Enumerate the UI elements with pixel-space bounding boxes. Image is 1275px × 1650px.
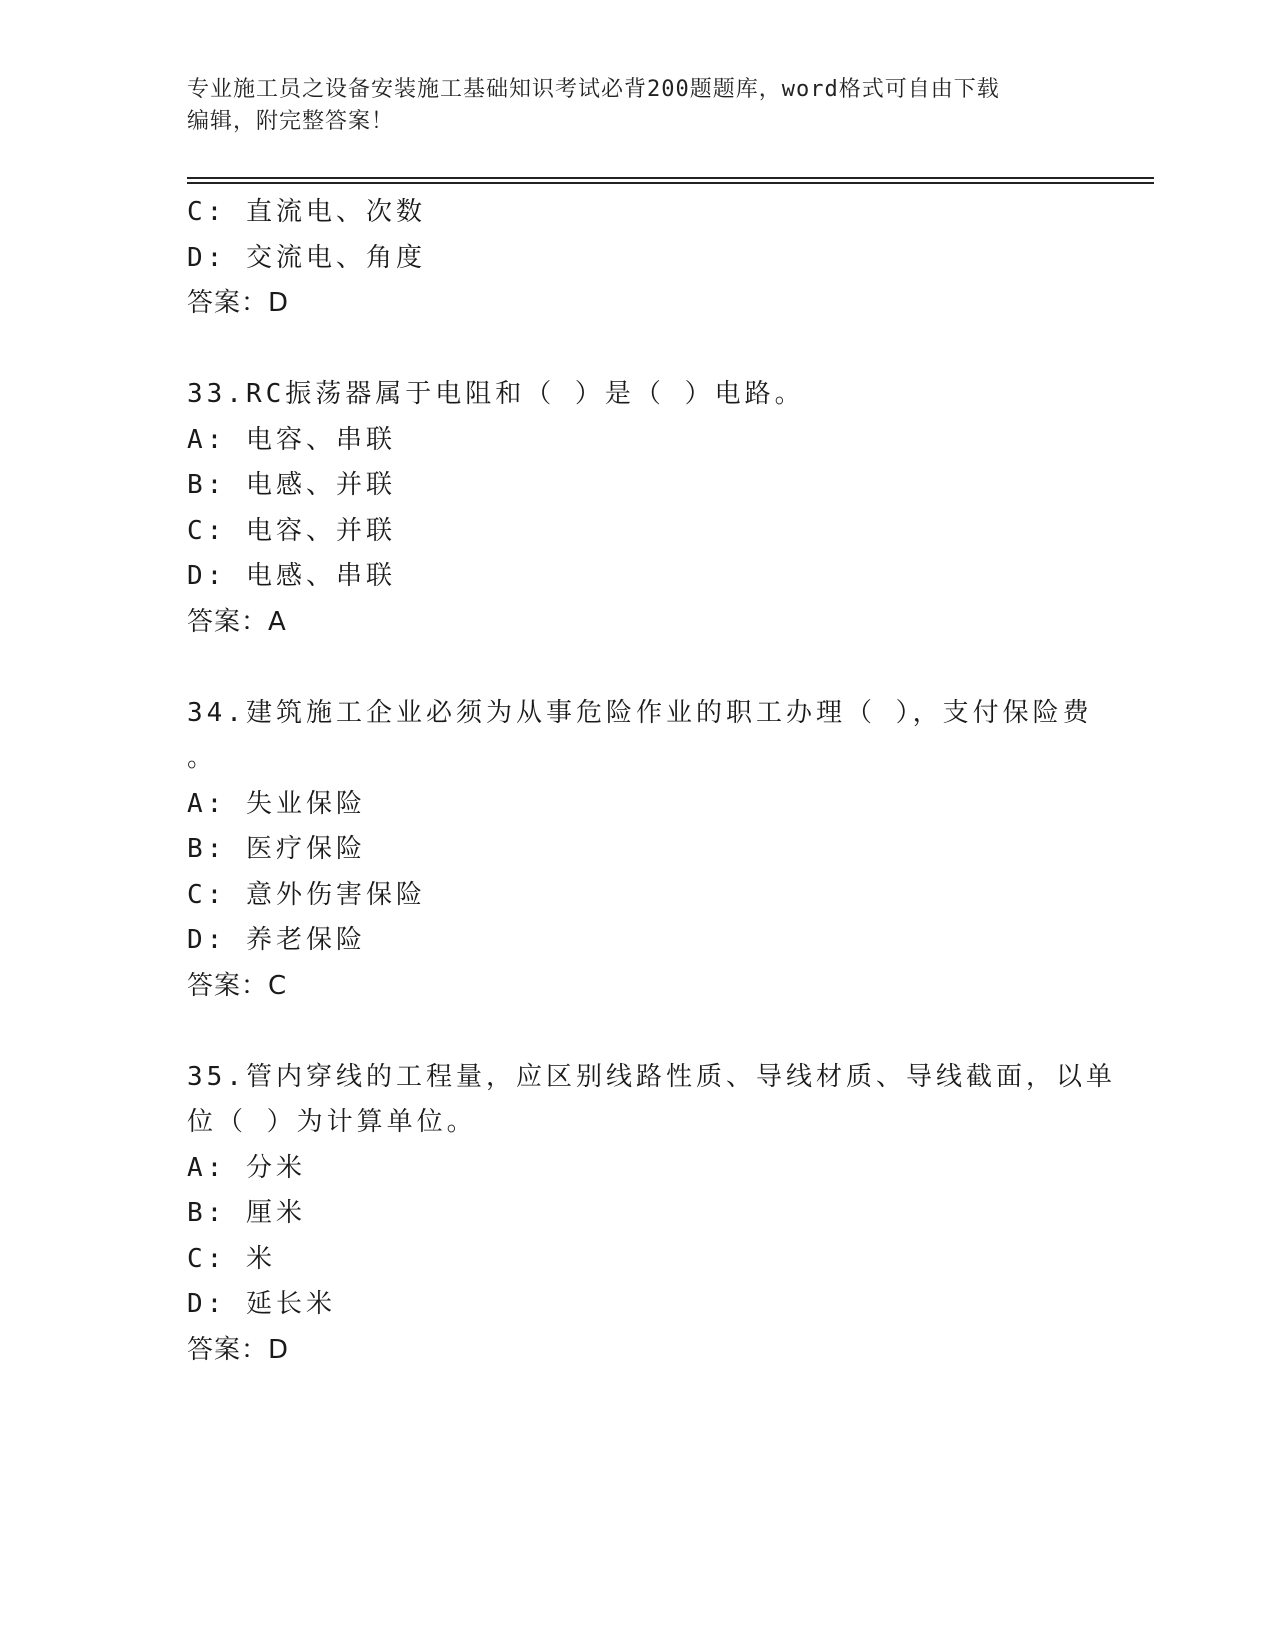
option-d: D: 养老保险 (187, 925, 366, 955)
answer-line: 答案：D (187, 288, 290, 318)
option-b: B: 电感、并联 (187, 470, 396, 500)
question-stem-line-2: 。 (187, 743, 218, 773)
question-stem-line-1: 34.建筑施工企业必须为从事危险作业的职工办理（ ），支付保险费 (187, 697, 1093, 728)
option-c: C: 直流电、次数 (187, 197, 426, 227)
question-33 (187, 372, 1087, 645)
option-d: D: 电感、串联 (187, 561, 396, 591)
question-list (187, 190, 1116, 1373)
question-spacer (187, 645, 1087, 691)
option-a: A: 失业保险 (187, 788, 366, 819)
document-header (187, 74, 1087, 138)
question-stem: 33.RC振荡器属于电阻和（ ）是（ ）电路。 (187, 379, 805, 409)
header-divider-top (187, 177, 1154, 179)
answer-line: 答案：D (187, 1334, 290, 1365)
option-d: D: 交流电、角度 (187, 242, 426, 273)
question-spacer (187, 1009, 1087, 1055)
question-32-tail (187, 190, 1087, 327)
question-34 (187, 691, 1093, 1010)
question-stem-line-1: 35.管内穿线的工程量，应区别线路性质、导线材质、导线截面，以单 (187, 1061, 1116, 1092)
option-a: A: 分米 (187, 1152, 306, 1183)
option-b: B: 医疗保险 (187, 834, 366, 864)
header-title-line-1: 专业施工员之设备安装施工基础知识考试必背200题题库，word格式可自由下载 (187, 77, 1000, 102)
answer-line: 答案：A (187, 606, 287, 637)
header-title-line-2: 编辑，附完整答案！ (187, 109, 395, 134)
option-d: D: 延长米 (187, 1289, 336, 1319)
option-c: C: 意外伤害保险 (187, 879, 426, 910)
header-divider-bottom (187, 182, 1154, 184)
question-stem-line-2: 位（ ）为计算单位。 (187, 1107, 477, 1137)
question-spacer (187, 327, 1087, 373)
question-35 (187, 1055, 1116, 1374)
option-c: C: 电容、并联 (187, 515, 396, 546)
option-c: C: 米 (187, 1243, 276, 1274)
option-a: A: 电容、串联 (187, 424, 396, 455)
option-b: B: 厘米 (187, 1198, 306, 1228)
answer-line: 答案：C (187, 970, 288, 1001)
